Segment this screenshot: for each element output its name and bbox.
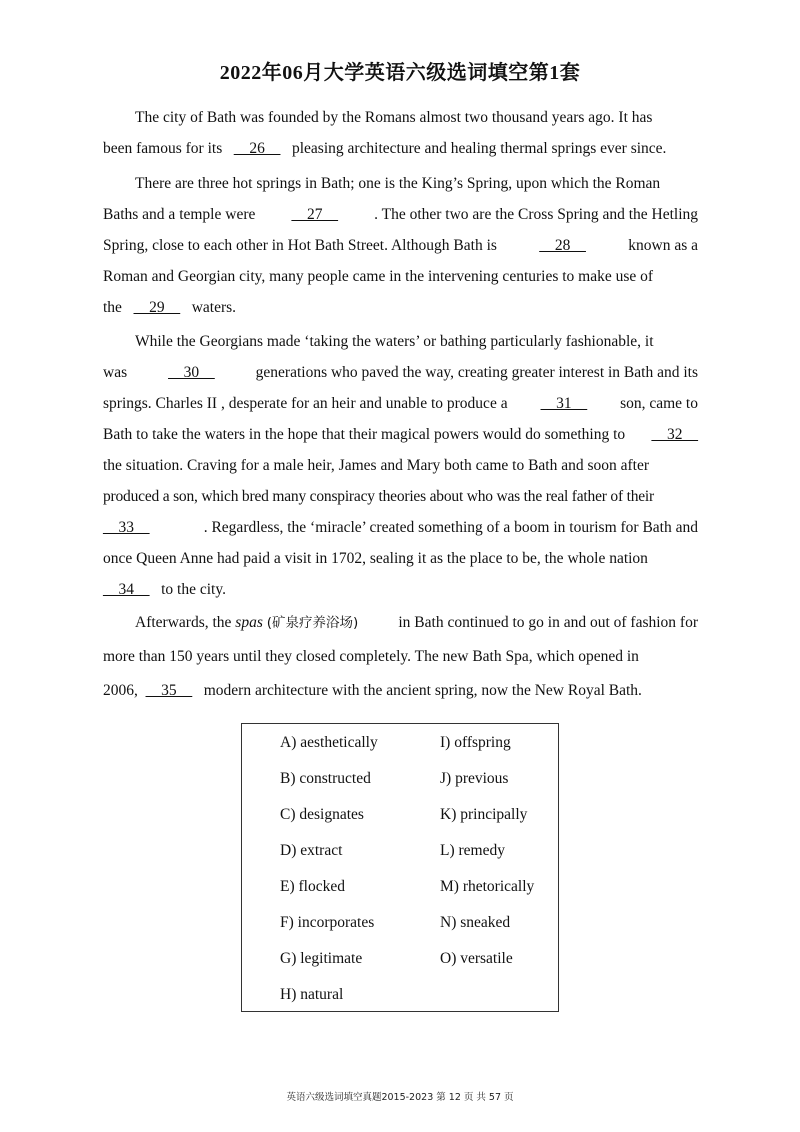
- text-line: [103, 388, 698, 419]
- option-e: E) flocked: [280, 878, 345, 895]
- page-title: 2022年06月大学英语六级选词填空第1套: [219, 62, 581, 84]
- text-line: once Queen Anne had paid a visit in 1702, sealing it as the place to be, the whole nation: [103, 550, 648, 567]
- text-line: [103, 574, 698, 605]
- text-line: [103, 230, 698, 261]
- chinese-gloss: (矿泉疗养浴场): [266, 615, 359, 631]
- text-segment: Baths and a temple were: [103, 206, 256, 223]
- option-k: K) principally: [440, 806, 528, 823]
- text-segment: generations who paved the way, creating greater interest in Bath and its: [255, 364, 698, 381]
- blank-28: __28__: [539, 237, 586, 254]
- text-line: [103, 133, 698, 164]
- text-line: There are three hot springs in Bath; one is the King’s Spring, upon which the Roman: [135, 175, 661, 192]
- text-line: [103, 357, 698, 388]
- text-segment: was: [103, 364, 128, 381]
- blank-26: __26__: [233, 140, 281, 157]
- blank-30: __30__: [168, 364, 215, 381]
- blank-27: __27__: [291, 206, 338, 223]
- text-segment: 2006,: [103, 682, 138, 699]
- text-line: [103, 199, 698, 230]
- text-segment: pleasing architecture and healing thermal springs ever since.: [291, 140, 667, 157]
- option-m: M) rhetorically: [440, 878, 535, 895]
- option-l: L) remedy: [440, 842, 505, 859]
- text-line: The city of Bath was founded by the Romans almost two thousand years ago. It has: [135, 109, 653, 126]
- text-segment: the: [103, 299, 122, 316]
- text-segment: . Regardless, the ‘miracle’ created something of a boom in tourism for Bath and: [203, 519, 698, 536]
- word-bank-left-column: [280, 732, 378, 1020]
- text-segment: modern architecture with the ancient spring, now the New Royal Bath.: [203, 682, 642, 699]
- option-d: D) extract: [280, 842, 343, 859]
- word-bank-right-column: [440, 732, 534, 984]
- text-line: While the Georgians made ‘taking the waters’ or bathing particularly fashionable, it: [135, 333, 654, 350]
- text-segment: springs. Charles II , desperate for an heir and unable to produce a: [103, 395, 508, 412]
- blank-29: __29__: [133, 299, 181, 316]
- option-i: I) offspring: [440, 734, 511, 751]
- word-bank: [241, 723, 559, 1012]
- text-line: [103, 675, 698, 706]
- text-line: Roman and Georgian city, many people came in the intervening centuries to make use of: [103, 268, 654, 285]
- text-line: [103, 607, 698, 638]
- paragraph-3: [103, 326, 698, 605]
- text-line: [103, 512, 698, 543]
- option-n: N) sneaked: [440, 914, 511, 931]
- page-footer: 英语六级选词填空真题2015-2023 第 12 页 共 57 页: [286, 1092, 514, 1103]
- option-b: B) constructed: [280, 770, 371, 787]
- text-segment: in Bath continued to go in and out of fashion for: [398, 614, 698, 631]
- text-segment: [135, 607, 358, 638]
- blank-32: __32__: [651, 426, 698, 443]
- paragraph-1: [103, 102, 698, 164]
- blank-33: __33__: [103, 519, 150, 536]
- text-segment: known as a: [628, 237, 698, 254]
- paragraph-4: [103, 607, 698, 706]
- text-line: produced a son, which bred many conspiracy theories about who was the real father of their: [103, 488, 654, 505]
- option-f: F) incorporates: [280, 914, 375, 931]
- text-segment: son, came to: [620, 395, 698, 412]
- option-c: C) designates: [280, 806, 364, 823]
- text-line: [103, 419, 698, 450]
- option-a: A) aesthetically: [280, 734, 378, 751]
- option-h: H) natural: [280, 986, 344, 1003]
- paragraph-2: [103, 168, 698, 323]
- text-line: more than 150 years until they closed completely. The new Bath Spa, which opened in: [103, 648, 639, 665]
- text-segment: . The other two are the Cross Spring and the Hetling: [374, 206, 698, 223]
- text-segment: been famous for its: [103, 140, 223, 157]
- text-segment: Spring, close to each other in Hot Bath Street. Although Bath is: [103, 237, 497, 254]
- text-segment: Bath to take the waters in the hope that their magical powers would do something to: [103, 426, 626, 443]
- text-line: the situation. Craving for a male heir, James and Mary both came to Bath and soon after: [103, 457, 650, 474]
- blank-35: __35__: [145, 682, 193, 699]
- text-line: [103, 292, 698, 323]
- blank-34: __34__: [103, 581, 150, 598]
- option-o: O) versatile: [440, 950, 513, 967]
- spas-term: spas: [235, 614, 263, 631]
- blank-31: __31__: [540, 395, 588, 412]
- text-segment: Afterwards, the: [135, 614, 232, 631]
- text-segment: to the city.: [161, 581, 226, 598]
- option-j: J) previous: [440, 770, 509, 787]
- option-g: G) legitimate: [280, 950, 363, 967]
- text-segment: waters.: [191, 299, 237, 316]
